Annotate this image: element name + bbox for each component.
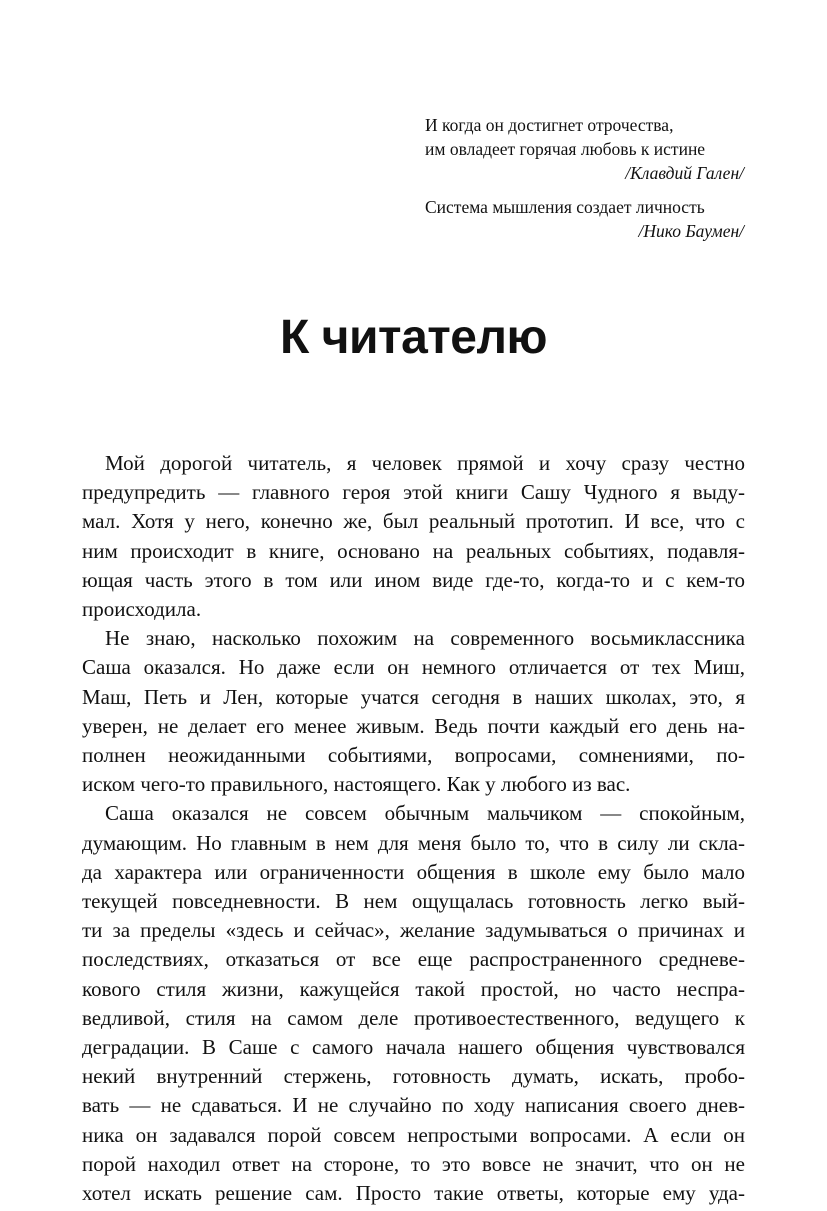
text-line: деградации. В Саше с самого начала нашего общения чувствовался [82,1035,745,1060]
epigraph-baumen [425,195,750,243]
text-line: некий внутренний стержень, готовность думать, искать, пробо- [82,1064,745,1089]
text-line: да характера или ограниченности общения в школе ему было мало [82,859,745,884]
text-line: ника он задавался порой совсем непростыми вопросами. А если он [82,1122,745,1147]
epigraph-line: Система мышления создает личность [425,197,705,217]
epigraph-galen [425,113,750,185]
text-line: Маш, Петь и Лен, которые учатся сегодня в наших школах, это, я [82,684,745,709]
text-line: Не знаю, насколько похожим на современного восьмиклассника [105,626,745,651]
epigraphs [425,113,750,253]
text-line: ти за пределы «здесь и сейчас», желание задумываться о причинах и [82,918,745,943]
text-line: вать — не сдаваться. И не случайно по ходу написания своего днев- [82,1093,745,1118]
epigraph-author: /Нико Баумен/ [638,221,744,241]
text-line: предупредить — главного героя этой книги Сашу Чудного я выду- [82,480,745,505]
epigraph-line: И когда он достигнет отрочества, [425,115,674,135]
text-line: Саша оказался не совсем обычным мальчиком — спокойным, [105,801,745,826]
text-line: думающим. Но главным в нем для меня было то, что в силу ли скла- [82,830,745,855]
text-line: текущей повседневности. В нем ощущалась готовность легко вый- [82,889,745,914]
text-line: полнен неожиданными событиями, вопросами, сомнениями, по- [82,743,745,768]
epigraph-line: им овладеет горячая любовь к истине [425,139,706,159]
text-line: иском чего-то правильного, настоящего. Как у любого из вас. [82,772,631,797]
text-line: Мой дорогой читатель, я человек прямой и хочу сразу честно [105,451,745,475]
chapter-title: К читателю [280,311,547,364]
paragraph-1 [82,449,745,624]
paragraph-3 [82,799,745,1208]
paragraph-2 [82,624,745,799]
text-line: ним происходит в книге, основано на реальных событиях, подавля- [82,538,745,563]
text-line: кового стиля жизни, кажущейся такой простой, но часто неспра- [82,976,745,1001]
text-line: порой находил ответ на стороне, то это вовсе не значит, что он не [82,1151,745,1176]
text-line: последствиях, отказаться от все еще распространенного средневе- [82,947,745,972]
text-line: Саша оказался. Но даже если он немного отличается от тех Миш, [82,655,745,680]
text-line: хотел искать решение сам. Просто такие ответы, которые ему уда- [82,1181,745,1206]
text-line: уверен, не делает его менее живым. Ведь почти каждый его день на- [82,713,745,738]
body-text [82,449,745,1208]
epigraph-author: /Клавдий Гален/ [625,163,744,183]
text-line: ющая часть этого в том или ином виде где-то, когда-то и с кем-то [82,567,745,592]
text-line: ведливой, стиля на самом деле противоестественного, ведущего к [82,1005,745,1030]
text-line: мал. Хотя у него, конечно же, был реальный прототип. И все, что с [82,509,745,534]
text-line: происходила. [82,597,202,622]
